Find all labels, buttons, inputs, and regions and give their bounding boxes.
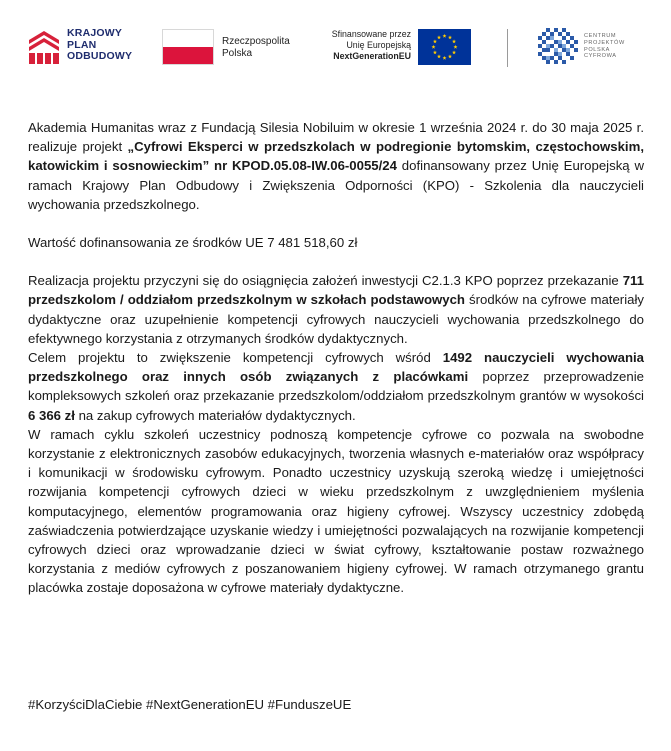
kpo-mark-icon <box>27 28 63 66</box>
eu-star-icon <box>437 54 441 58</box>
eu-line-1: Sfinansowane przez <box>331 29 411 39</box>
investment-paragraph: Realizacja projektu przyczyni się do osiągnięcia założeń inwestycji C2.1.3 KPO poprzez przekazanie 711 przedszkolom / oddziałom przedszkolnym w szkołach podstawowych środków na cyfrowe materiały dydaktyczne oraz uzupełnienie kompetencji cyfrowych nauczycieli wychowania przedszkolnego do efektywnego korzystania z otrzymanych środków dydaktycznych. <box>28 273 644 346</box>
cppc-line-1: CENTRUM <box>584 33 617 39</box>
intro-paragraph: Akademia Humanitas wraz z Fundacją Silesia Nobiluim w okresie 1 września 2024 r. do 30 maja 2025 r. realizuje projekt „Cyfrowi Eksperci w przedszkolach w podregionie bytomskim, częstochowskim, katowickim i sosnowieckim” nr KPOD.05.08-IW.06-0055/24 dofinansowany przez Unię Europejską w ramach Krajowy Plan Odbudowy i Zwiększenia Odporności (KPO) - Szkolenia dla nauczycieli wychowania przedszkolnego. <box>28 120 644 212</box>
rp-line-2: Polska <box>222 48 253 59</box>
kpo-logo <box>27 28 152 68</box>
eu-star-icon <box>433 50 437 54</box>
rp-logo <box>162 29 302 69</box>
eu-star-icon <box>443 34 447 38</box>
cppc-line-4: CYFROWA <box>584 53 617 60</box>
eu-star-icon <box>448 54 452 58</box>
goal-paragraph: Celem projektu to zwiększenie kompetencji cyfrowych wśród 1492 nauczycieli wychowania przedszkolnego oraz innych osób związanych z placówkami poprzez przeprowadzenie kompleksowych szkoleń oraz przekazanie przedszkolom/oddziałom przedszkolnym grantów w wysokości 6 366 zł na zakup cyfrowych materiałów dydaktycznych. <box>28 350 645 423</box>
kpo-wordmark <box>67 28 132 63</box>
eu-star-icon <box>454 45 458 49</box>
cppc-wordmark <box>584 33 625 60</box>
eu-funding-text <box>315 29 411 62</box>
rp-wordmark <box>222 36 290 60</box>
training-paragraph: W ramach cyklu szkoleń uczestnicy podnoszą kompetencje cyfrowe co pozwala na swobodne korzystanie z elektronicznych zasobów edukacyjnych, tworzenia własnych e-materiałów oraz współpracy i komunikacji w środowisku cyfrowym. Ponadto uczestnicy uzyskują szeroką wiedzę i umiejętności rozwijania kompetencji cyfrowych dzieci w wieku przedszkolnym z uwzględnieniem myślenia komputacyjnego, elementów programowania oraz higieny cyfrowej. Wszyscy uczestnicy zdobędą zaświadczenia potwierdzające uzyskanie wiedzy i umiejętności pozwalających na rozwijanie kompetencji cyfrowych dzieci oraz wprowadzanie dzieci w świat cyfrowy, kształtowanie postaw rozważnego korzystania z mediów cyfrowych z poszanowaniem higieny cyfrowej. W ramach otrzymanego grantu placówka zostaje doposażona w cyfrowe materiały dydaktyczne. <box>28 426 644 596</box>
eu-flag-icon <box>418 29 471 65</box>
poland-flag-icon <box>162 29 214 65</box>
kpo-line-3: ODBUDOWY <box>67 50 133 62</box>
eu-line-2: Unię Europejską <box>346 40 411 50</box>
hashtags: #KorzyściDlaCiebie #NextGenerationEU #FunduszeUE <box>28 697 352 712</box>
cppc-line-3: POLSKA <box>584 46 610 53</box>
eu-star-icon <box>432 45 436 49</box>
project-description <box>28 118 644 598</box>
eu-line-3: NextGenerationEU <box>333 51 411 61</box>
rp-line-1: Rzeczpospolita <box>222 36 290 47</box>
eu-star-icon <box>437 35 441 39</box>
cppc-mark-icon <box>538 28 578 68</box>
logo-band <box>0 0 671 90</box>
cppc-line-2: PROJEKTÓW <box>584 39 625 46</box>
eu-star-icon <box>448 35 452 39</box>
kpo-line-2: PLAN <box>67 38 97 51</box>
eu-star-icon <box>433 39 437 43</box>
kpo-line-1: KRAJOWY <box>67 27 123 39</box>
eu-star-icon <box>452 39 456 43</box>
funding-amount: Wartość dofinansowania ze środków UE 7 481 518,60 zł <box>28 235 358 251</box>
logo-divider <box>507 29 508 67</box>
eu-star-icon <box>443 56 447 60</box>
eu-star-icon <box>452 50 456 54</box>
project-title: „Cyfrowi Eksperci w przedszkolach w podregionie bytomskim, częstochowskim, katowickim i sosnowieckim” nr KPOD.05.08-IW.06-0055/24 <box>28 139 644 174</box>
